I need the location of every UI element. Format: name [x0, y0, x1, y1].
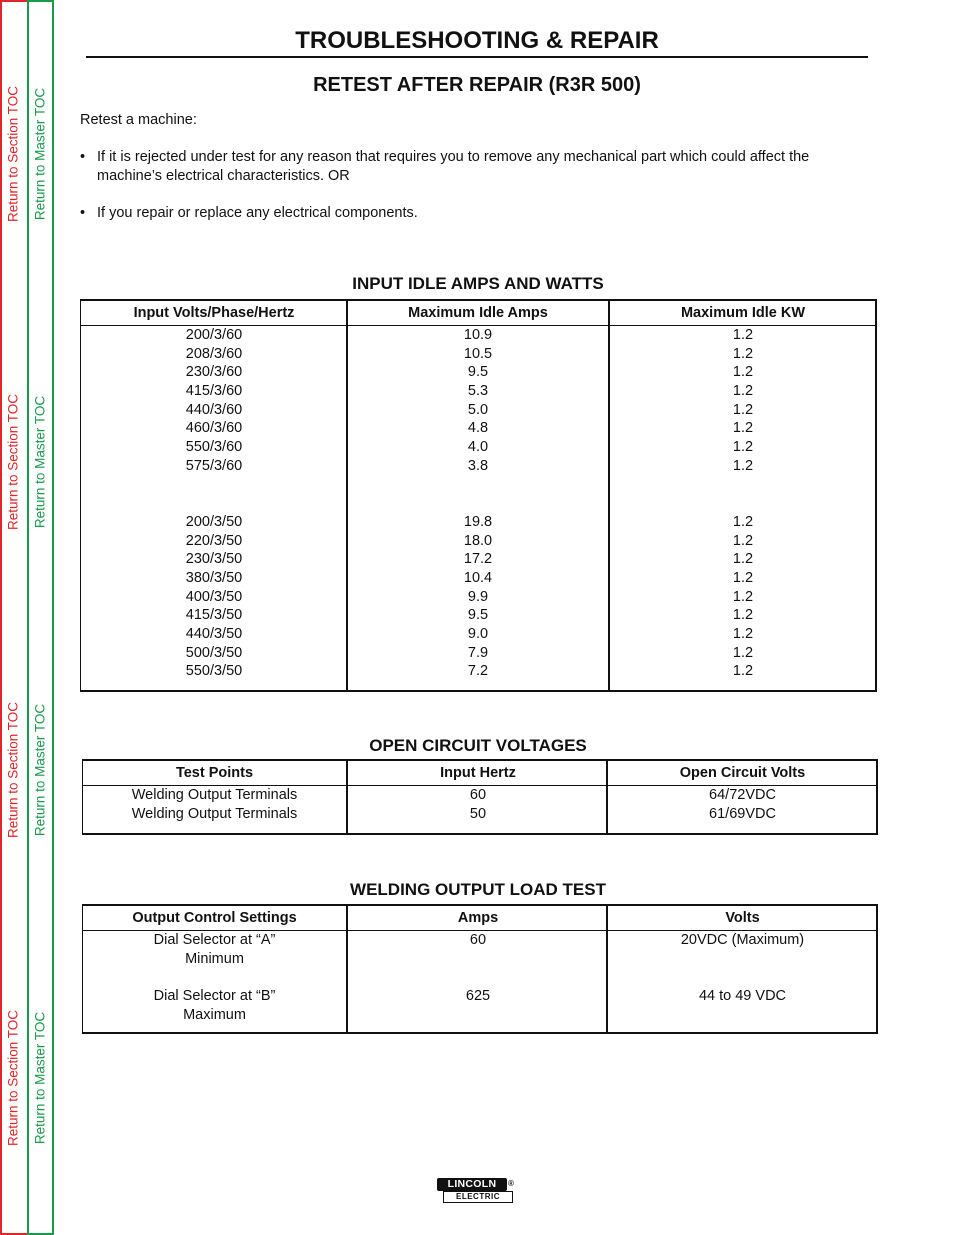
table-cell: 60	[469, 932, 487, 948]
table-header: Maximum Idle KW	[610, 301, 876, 326]
table-cell: 230/3/50	[185, 551, 243, 568]
bullet-line: If you repair or replace any electrical components.	[97, 205, 418, 221]
table-cell: 4.8	[467, 420, 489, 437]
table-header: Amps	[348, 906, 608, 931]
table-cell: 10.5	[463, 345, 493, 362]
table-cell: 10.9	[463, 327, 493, 343]
table-cell: 9.0	[467, 626, 489, 642]
table-cell: 415/3/60	[185, 383, 243, 400]
page-subtitle: RETEST AFTER REPAIR (R3R 500)	[313, 74, 641, 96]
table-cell: 1.2	[732, 551, 754, 568]
table-cell: 1.2	[732, 626, 754, 642]
ocv-table-title: OPEN CIRCUIT VOLTAGES	[369, 736, 587, 755]
table-cell: 575/3/60	[185, 457, 243, 474]
bullet-item-2	[80, 204, 880, 223]
table-cell: 1.2	[732, 439, 754, 456]
load-col-settings	[83, 906, 346, 1032]
table-cell: 9.5	[467, 607, 489, 624]
table-header: Output Control Settings	[83, 906, 346, 931]
logo-top: LINCOLN	[437, 1178, 507, 1191]
table-cell: 9.9	[467, 588, 489, 605]
bullet-dot: •	[80, 149, 86, 165]
ocv-col-hertz	[346, 761, 608, 833]
table-header: Maximum Idle Amps	[348, 301, 608, 326]
table-cell: 220/3/50	[185, 532, 243, 549]
logo-bottom: ELECTRIC	[443, 1191, 513, 1203]
table-cell	[610, 476, 876, 495]
table-header: Input Hertz	[348, 761, 608, 786]
table-cell: 1.2	[732, 364, 754, 381]
table-cell	[81, 476, 347, 495]
idle-col-volts	[81, 301, 347, 690]
table-cell: 1.2	[732, 420, 754, 437]
load-col-volts	[606, 906, 877, 1032]
table-cell	[348, 968, 608, 987]
bullet-item-1	[80, 148, 880, 186]
table-cell	[348, 494, 608, 513]
table-cell: Welding Output Terminals	[131, 787, 298, 803]
lincoln-electric-logo	[437, 1178, 515, 1205]
table-cell: 61/69VDC	[709, 805, 776, 822]
bullet-dot: •	[80, 205, 86, 221]
table-cell: Welding Output Terminals	[131, 805, 298, 822]
table-cell: 10.4	[463, 569, 493, 586]
table-cell: 1.2	[732, 513, 754, 530]
table-cell: 460/3/60	[185, 420, 243, 437]
table-cell: 7.9	[467, 644, 489, 661]
table-cell	[83, 968, 346, 987]
table-cell: 1.2	[732, 644, 754, 661]
ocv-col-points	[83, 761, 346, 833]
table-cell: 18.0	[463, 532, 493, 549]
table-cell: 1.2	[732, 457, 754, 474]
table-cell: 208/3/60	[185, 345, 243, 362]
table-header: Volts	[608, 906, 877, 931]
idle-col-kw	[608, 301, 876, 690]
table-cell: 50	[469, 805, 487, 822]
page-title: TROUBLESHOOTING & REPAIR	[86, 26, 868, 58]
table-cell	[348, 476, 608, 495]
open-circuit-table	[82, 759, 878, 835]
table-cell	[81, 494, 347, 513]
table-cell: 550/3/60	[185, 439, 243, 456]
bullet-line: machine’s electrical characteristics. OR	[97, 168, 350, 184]
table-cell: 60	[469, 787, 487, 803]
load-col-amps	[346, 906, 608, 1032]
idle-col-amps	[346, 301, 608, 690]
table-cell: 440/3/60	[185, 401, 243, 418]
table-cell: 1.2	[732, 327, 754, 343]
table-cell: 500/3/50	[185, 644, 243, 661]
table-cell: 9.5	[467, 364, 489, 381]
table-cell: Dial Selector at “A”	[153, 932, 276, 948]
table-cell: Maximum	[183, 1006, 246, 1023]
table-cell: 1.2	[732, 569, 754, 586]
table-cell: Dial Selector at “B”	[153, 988, 276, 1005]
table-cell: Minimum	[185, 950, 244, 967]
table-cell: 7.2	[467, 663, 489, 680]
table-cell: 440/3/50	[185, 626, 243, 642]
table-cell: 1.2	[732, 607, 754, 624]
table-cell: 625	[465, 988, 491, 1005]
table-header: Input Volts/Phase/Hertz	[81, 301, 347, 326]
table-cell	[608, 1006, 877, 1025]
table-cell: 17.2	[463, 551, 493, 568]
table-cell: 200/3/60	[185, 327, 243, 343]
table-cell: 1.2	[732, 401, 754, 418]
table-cell: 3.8	[467, 457, 489, 474]
table-cell: 200/3/50	[185, 513, 243, 530]
table-header: Open Circuit Volts	[608, 761, 877, 786]
idle-table-title: INPUT IDLE AMPS AND WATTS	[352, 274, 604, 293]
table-cell	[608, 950, 877, 969]
table-cell	[608, 968, 877, 987]
table-cell: 415/3/50	[185, 607, 243, 624]
load-test-table	[82, 904, 878, 1034]
table-cell: 1.2	[732, 383, 754, 400]
table-cell	[610, 494, 876, 513]
logo-registered-mark: ®	[508, 1179, 514, 1188]
table-cell: 5.3	[467, 383, 489, 400]
table-cell: 380/3/50	[185, 569, 243, 586]
table-cell: 1.2	[732, 663, 754, 680]
input-idle-table	[80, 299, 877, 692]
table-cell: 20VDC (Maximum)	[680, 932, 805, 948]
intro-text: Retest a machine:	[80, 112, 197, 128]
table-cell: 400/3/50	[185, 588, 243, 605]
table-cell	[348, 1006, 608, 1025]
table-cell: 44 to 49 VDC	[698, 988, 787, 1005]
table-cell: 1.2	[732, 588, 754, 605]
bullet-line: If it is rejected under test for any reason that requires you to remove any mechanical part which could affect the	[97, 149, 810, 165]
table-cell: 4.0	[467, 439, 489, 456]
table-cell: 1.2	[732, 532, 754, 549]
table-cell	[348, 950, 608, 969]
table-cell: 19.8	[463, 513, 493, 530]
load-table-title: WELDING OUTPUT LOAD TEST	[350, 880, 606, 899]
table-cell: 550/3/50	[185, 663, 243, 680]
table-cell: 230/3/60	[185, 364, 243, 381]
table-cell: 64/72VDC	[709, 787, 776, 803]
table-cell: 5.0	[467, 401, 489, 418]
table-header: Test Points	[83, 761, 346, 786]
table-cell: 1.2	[732, 345, 754, 362]
ocv-col-volts	[606, 761, 877, 833]
